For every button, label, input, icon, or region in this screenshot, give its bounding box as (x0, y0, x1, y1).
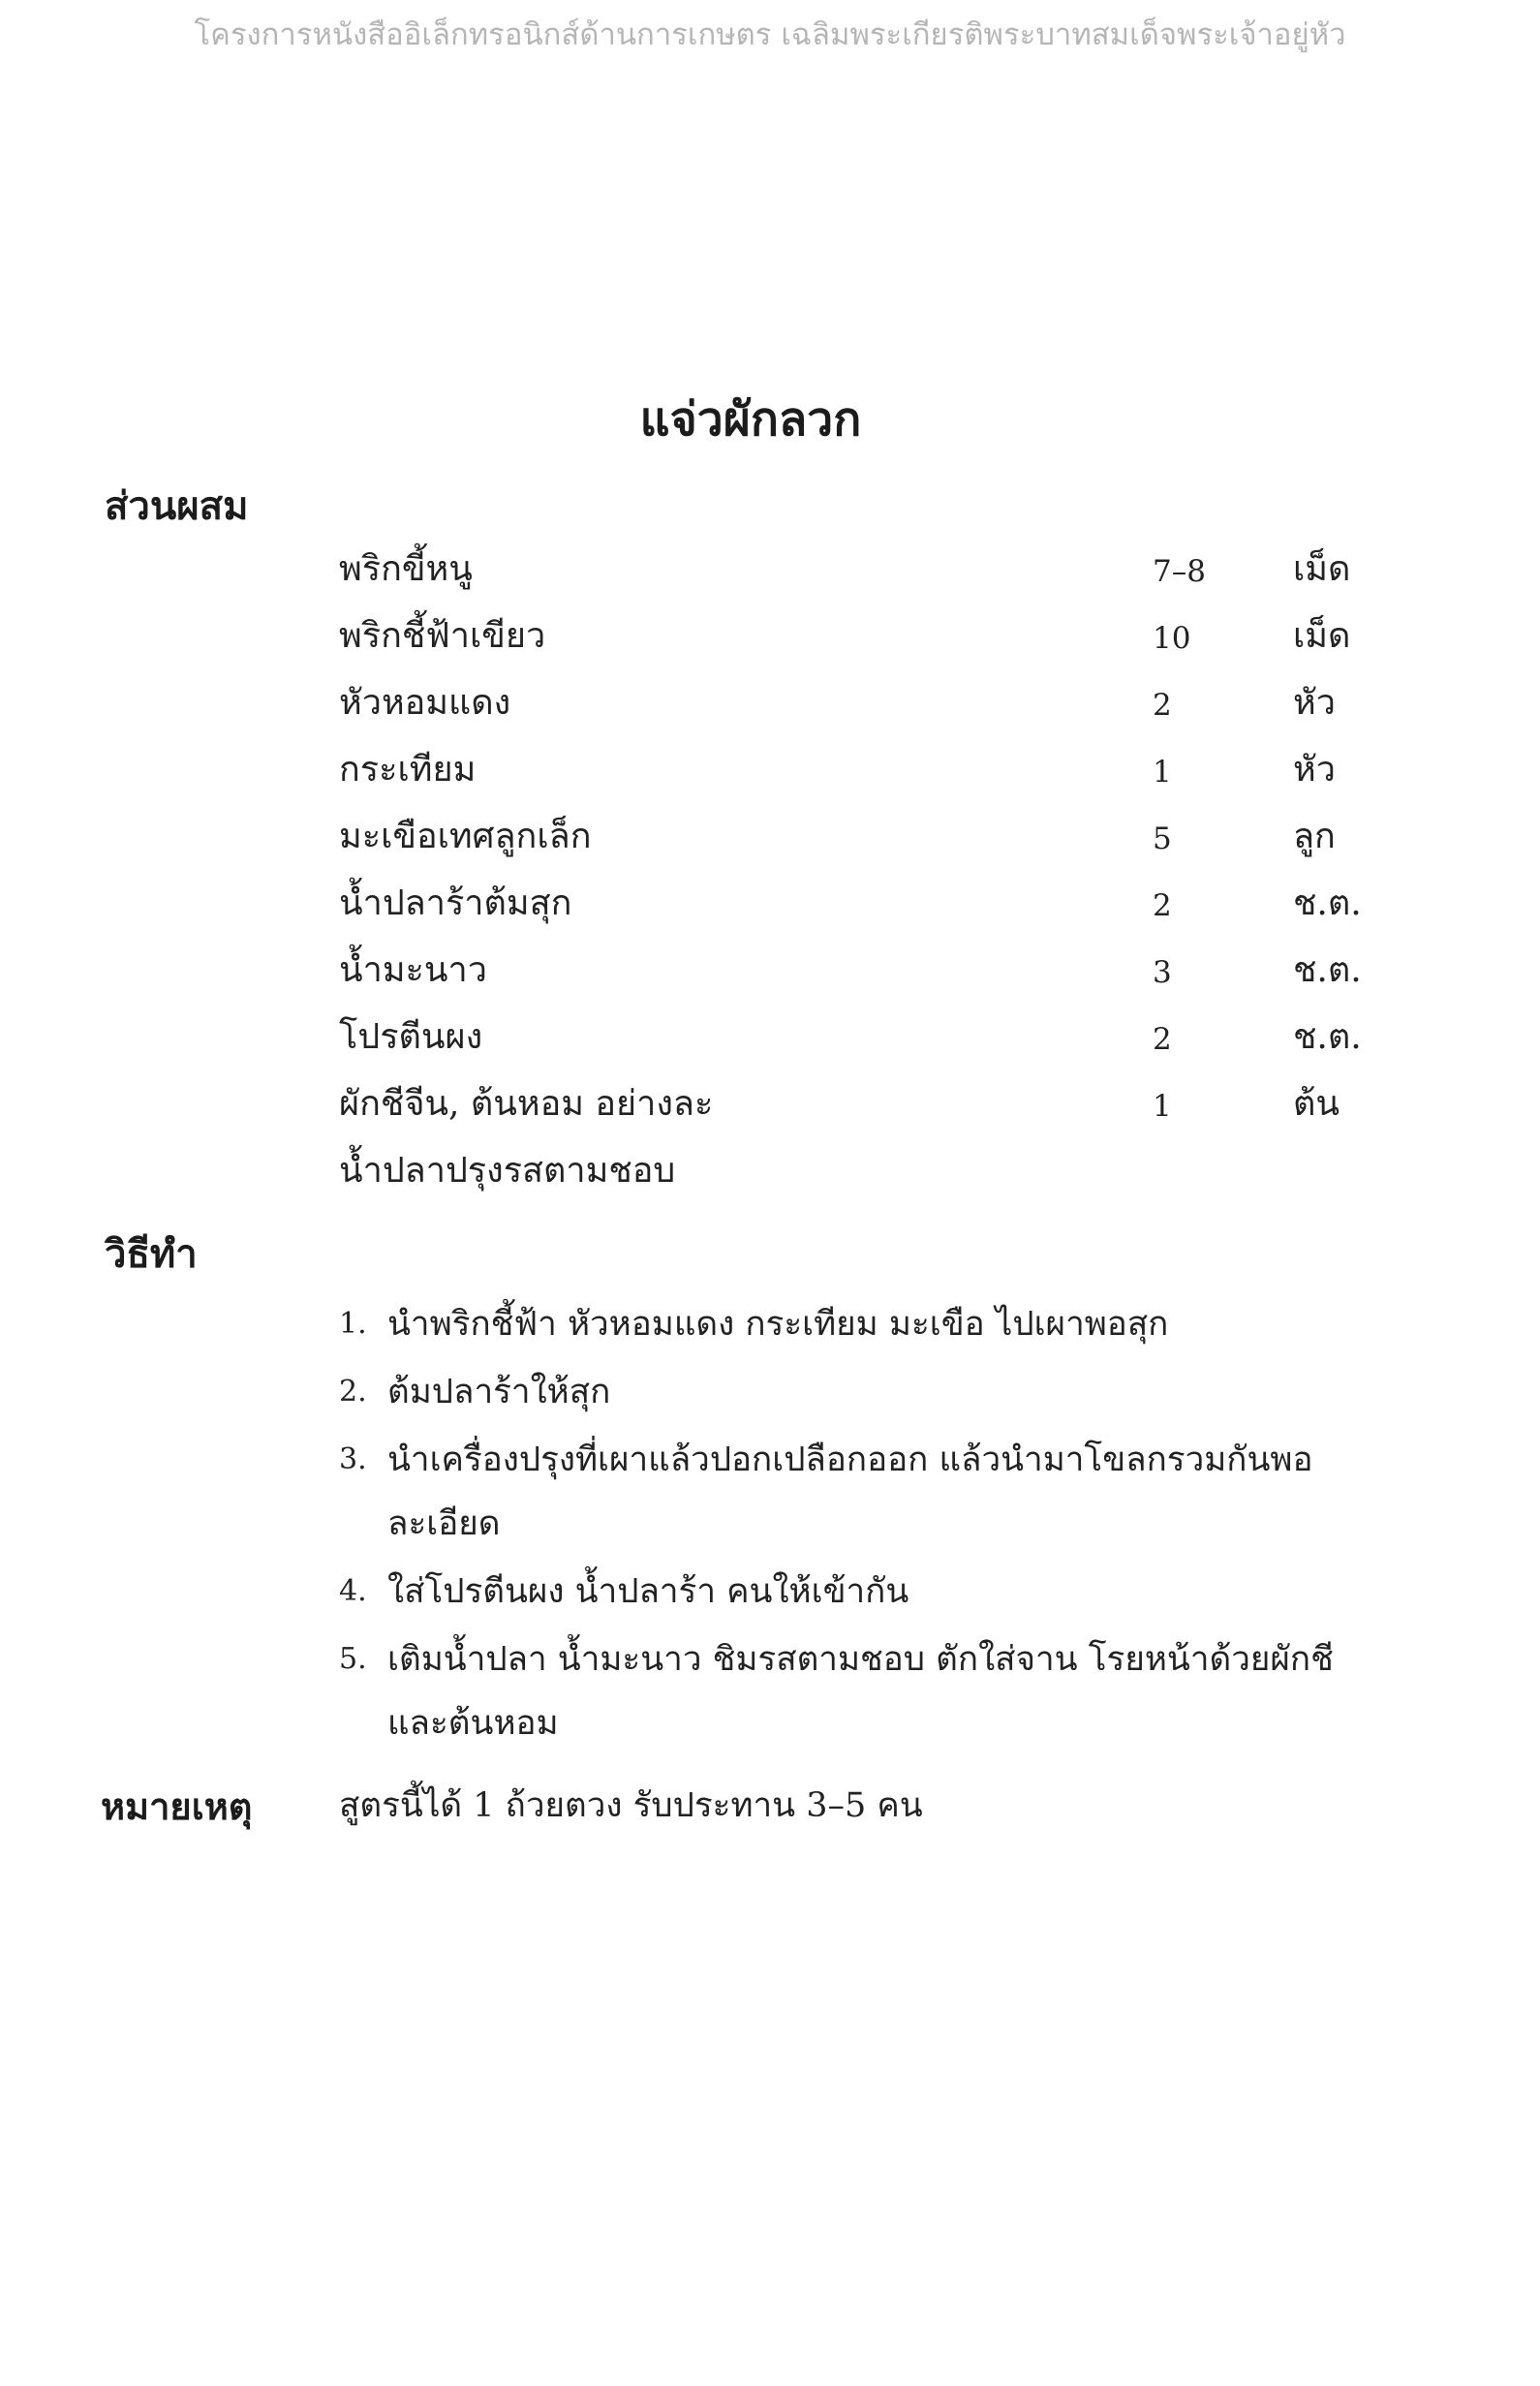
step-text: นำพริกชี้ฟ้า หัวหอมแดง กระเทียม มะเขือ ไปเผาพอสุก (387, 1305, 1169, 1344)
step-number: 2. (339, 1375, 367, 1409)
step-text: ใส่โปรตีนผง น้ำปลาร้า คนให้เข้ากัน (387, 1572, 909, 1611)
note-text: สูตรนี้ได้ 1 ถ้วยตวง รับประทาน 3–5 คน (339, 1786, 923, 1825)
ingredient-name: พริกชี้ฟ้าเขียว (339, 616, 546, 656)
ingredient-name: หัวหอมแดง (339, 683, 511, 723)
ingredient-quantity: 7–8 (1153, 554, 1206, 589)
ingredient-row (339, 612, 1366, 679)
ingredient-unit: หัว (1293, 750, 1336, 790)
ingredient-row (339, 813, 1366, 880)
note-label: หมายเหตุ (101, 1785, 253, 1828)
ingredient-unit: หัว (1293, 683, 1336, 723)
method-step (339, 1560, 1375, 1624)
ingredient-name: โปรตีนผง (339, 1017, 483, 1057)
step-number: 3. (339, 1442, 367, 1476)
ingredient-name: มะเขือเทศลูกเล็ก (339, 817, 592, 856)
ingredient-row (339, 1080, 1366, 1147)
ingredient-unit: ต้น (1293, 1084, 1340, 1124)
ingredient-name: น้ำมะนาว (339, 950, 487, 990)
method-steps (339, 1292, 1375, 1759)
ingredient-unit: ช.ต. (1293, 950, 1362, 990)
method-heading: วิธีทำ (105, 1232, 198, 1277)
ingredient-unit: ช.ต. (1293, 1017, 1362, 1057)
ingredient-row (339, 880, 1366, 946)
ingredient-unit: เม็ด (1293, 549, 1351, 589)
ingredient-quantity: 5 (1153, 821, 1172, 856)
ingredient-row (339, 746, 1366, 813)
step-number: 1. (339, 1307, 367, 1341)
step-number: 5. (339, 1642, 367, 1676)
ingredient-name: ผักชีจีน, ต้นหอม อย่างละ (339, 1084, 714, 1124)
recipe-title: แจ่วผักลวก (639, 392, 862, 447)
ingredient-name: น้ำปลาปรุงรสตามชอบ (339, 1151, 676, 1191)
ingredient-row (339, 946, 1366, 1013)
ingredient-quantity: 2 (1153, 1022, 1172, 1057)
ingredient-quantity: 3 (1153, 955, 1172, 990)
step-text: ต้มปลาร้าให้สุก (387, 1373, 611, 1411)
ingredient-list (339, 545, 1366, 1214)
ingredient-row (339, 1013, 1366, 1080)
ingredient-unit: ช.ต. (1293, 883, 1362, 923)
ingredient-quantity: 1 (1153, 1089, 1172, 1124)
method-step (339, 1360, 1375, 1424)
ingredient-quantity: 1 (1153, 755, 1172, 790)
method-step (339, 1627, 1375, 1755)
ingredient-unit: ลูก (1293, 817, 1336, 856)
ingredient-row (339, 545, 1366, 612)
ingredient-row (339, 679, 1366, 746)
ingredient-name: น้ำปลาร้าต้มสุก (339, 883, 572, 923)
step-text: เติมน้ำปลา น้ำมะนาว ชิมรสตามชอบ ตักใส่จาน โรยหน้าด้วยผักชีและต้นหอม (387, 1640, 1334, 1743)
ingredient-name: พริกขี้หนู (339, 549, 473, 589)
ingredient-name: กระเทียม (339, 750, 477, 790)
ingredient-quantity: 2 (1153, 688, 1172, 723)
ingredients-heading: ส่วนผสม (105, 484, 249, 529)
ingredient-row (339, 1147, 1366, 1214)
ingredient-quantity: 2 (1153, 888, 1172, 923)
step-number: 4. (339, 1574, 367, 1608)
ingredient-unit: เม็ด (1293, 616, 1351, 656)
method-step (339, 1428, 1375, 1556)
step-text: นำเครื่องปรุงที่เผาแล้วปอกเปลือกออก แล้วนำมาโขลกรวมกันพอละเอียด (387, 1441, 1313, 1543)
ingredient-quantity: 10 (1153, 621, 1191, 656)
page-header: โครงการหนังสืออิเล็กทรอนิกส์ด้านการเกษตร เฉลิมพระเกียรติพระบาทสมเด็จพระเจ้าอยู่หัว (194, 17, 1346, 52)
method-step (339, 1292, 1375, 1356)
